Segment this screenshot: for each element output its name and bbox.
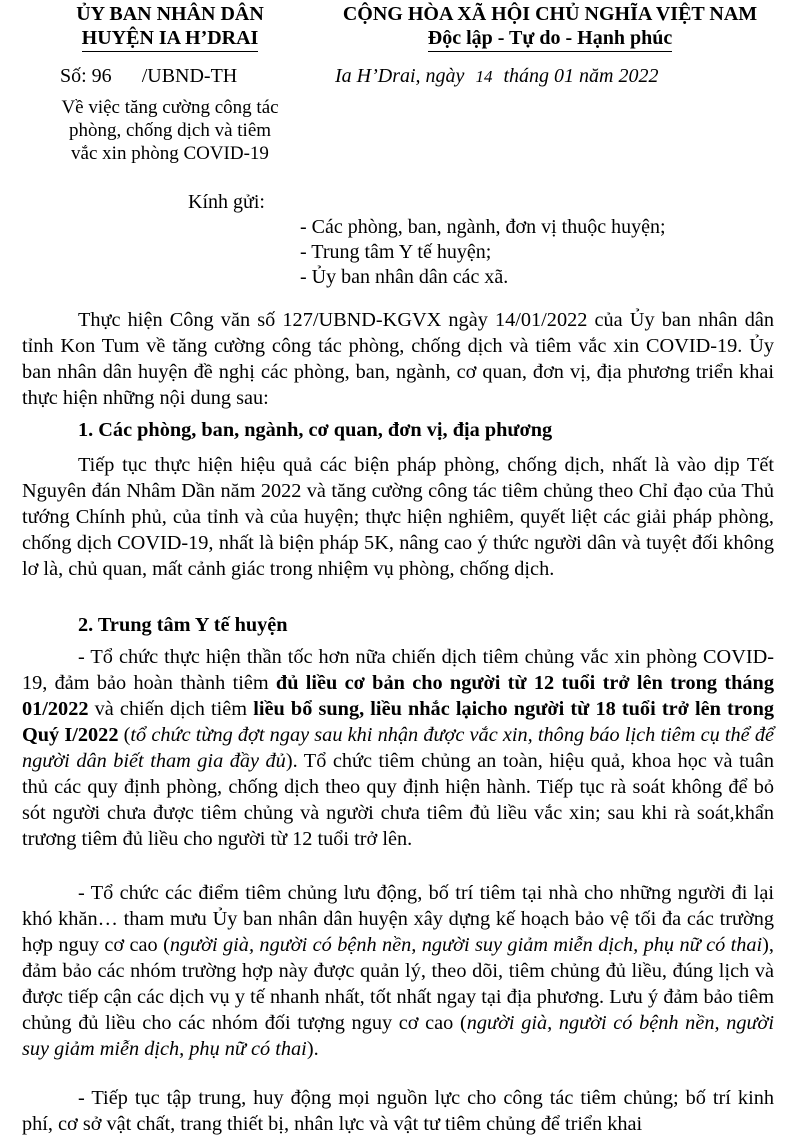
p2-italic-risk-groups: người già, người có bệnh nền, người suy giảm miễn dịch, phụ nữ có thai [22, 1012, 774, 1060]
nation-line2 [300, 26, 800, 52]
subject-line2: phòng, chống dịch và tiêm [68, 120, 272, 141]
p1-text: - Tổ chức thực hiện thần tốc hơn nữa chiến dịch tiêm chủng vắc xin phòng COVID-19, đảm bảo hoàn thành tiêm [22, 646, 774, 694]
place-date-prefix: Ia H’Drai, ngày [335, 65, 465, 87]
p2-italic-risk-groups: người già, người có bệnh nền, người suy giảm miễn dịch, phụ nữ có thai [169, 934, 763, 956]
recipients-label: Kính gửi: [188, 191, 265, 213]
recipient-item: - Ủy ban nhân dân các xã. [300, 266, 509, 288]
p2-text: ), đảm bảo các nhóm trường hợp này được quản lý, theo dõi, tiêm chủng đủ liều, đúng lịch và được tiếp cận các dịch vụ y tế nhanh nhất, tốt nhất ngay tại địa phương. Lưu ý đảm bảo tiêm chủng đủ liều cho các nhóm đối tượng nguy cơ cao ( [22, 934, 774, 1034]
p1-text: ). Tổ chức tiêm chủng an toàn, hiệu quả, khoa học và tuân thủ các quy định phòng, chống dịch theo quy định hiện hành. Tiếp tục rà soát không để bỏ sót người chưa được tiêm chủng và người chưa tiêm đủ liều vắc xin; sau khi rà soát,khẩn trương tiêm đủ liều cho người từ 12 tuổi trở lên. [22, 750, 775, 850]
agency-name [40, 2, 300, 52]
p1-text: ( [118, 724, 131, 746]
document-subject [25, 96, 315, 165]
document-number-code: /UBND-TH [141, 65, 238, 87]
p2-text: - Tổ chức các điểm tiêm chủng lưu động, bố trí tiêm tại nhà cho những người đi lại khó khăn… tham mưu Ủy ban nhân dân huyện xây dựng kế hoạch bảo vệ tối đa các trường hợp nguy cơ cao ( [22, 882, 774, 956]
document-number [60, 64, 237, 88]
recipients-list [300, 215, 666, 290]
p2-text: ). [306, 1038, 319, 1060]
subject-line3: vắc xin phòng COVID-19 [71, 143, 269, 164]
nation-slogan: Độc lập - Tự do - Hạnh phúc [428, 26, 672, 52]
section2-heading: 2. Trung tâm Y tế huyện [78, 614, 288, 636]
agency-line2 [40, 26, 300, 52]
p1-text: và chiến dịch tiêm [88, 698, 254, 720]
document-number-label: Số: 96 [60, 65, 112, 87]
nation-line1: CỘNG HÒA XÃ HỘI CHỦ NGHĨA VIỆT NAM [342, 3, 758, 25]
section2-paragraph1 [22, 644, 774, 852]
subject-line1: Về việc tăng cường công tác [61, 97, 279, 118]
p1-italic-note: tổ chức từng đợt ngay sau khi nhận được vắc xin, thông báo lịch tiêm cụ thể để người dân biết tham gia đầy đủ [22, 724, 774, 772]
recipient-item: - Trung tâm Y tế huyện; [300, 241, 492, 263]
p1-bold-booster-dose: liều bổ sung, liều nhắc lạicho người từ 18 tuổi trở lên trong Quý I/2022 [22, 698, 774, 746]
section1-paragraph: Tiếp tục thực hiện hiệu quả các biện pháp phòng, chống dịch, nhất là vào dịp Tết Nguyên đán Nhâm Dần năm 2022 và tăng cường công tác tiêm chủng theo Chỉ đạo của Thủ tướng Chính phủ, của tỉnh và của huyện; thực hiện nghiêm, quyết liệt các giải pháp phòng, chống dịch COVID-19, nhất là biện pháp 5K, nâng cao ý thức người dân và tuyệt đối không lơ là, chủ quan, mất cảnh giác trong nhiệm vụ phòng, chống dịch. [22, 454, 774, 580]
agency-district: HUYỆN IA H’DRAI [82, 26, 259, 52]
section2-paragraph2 [22, 880, 774, 1062]
recipient-item: - Các phòng, ban, ngành, đơn vị thuộc huyện; [300, 216, 666, 238]
national-motto [300, 2, 800, 52]
date-day: 14 [475, 67, 493, 86]
date-month-year: tháng 01 năm 2022 [503, 65, 659, 87]
agency-line1: ỦY BAN NHÂN DÂN [76, 3, 264, 25]
section2-paragraph3: - Tiếp tục tập trung, huy động mọi nguồn lực cho công tác tiêm chủng; bố trí kinh phí, cơ sở vật chất, trang thiết bị, nhân lực và vật tư tiêm chủng để triển khai [22, 1087, 774, 1135]
section1-heading: 1. Các phòng, ban, ngành, cơ quan, đơn vị, địa phương [78, 419, 553, 441]
p1-bold-basic-dose: đủ liều cơ bản cho người từ 12 tuổi trở lên trong tháng 01/2022 [22, 672, 774, 720]
place-date [335, 64, 658, 89]
intro-paragraph: Thực hiện Công văn số 127/UBND-KGVX ngày 14/01/2022 của Ủy ban nhân dân tỉnh Kon Tum về tăng cường công tác phòng, chống dịch và tiêm vắc xin COVID-19. Ủy ban nhân dân huyện đề nghị các phòng, ban, ngành, cơ quan, đơn vị, địa phương triển khai thực hiện những nội dung sau: [22, 309, 774, 409]
